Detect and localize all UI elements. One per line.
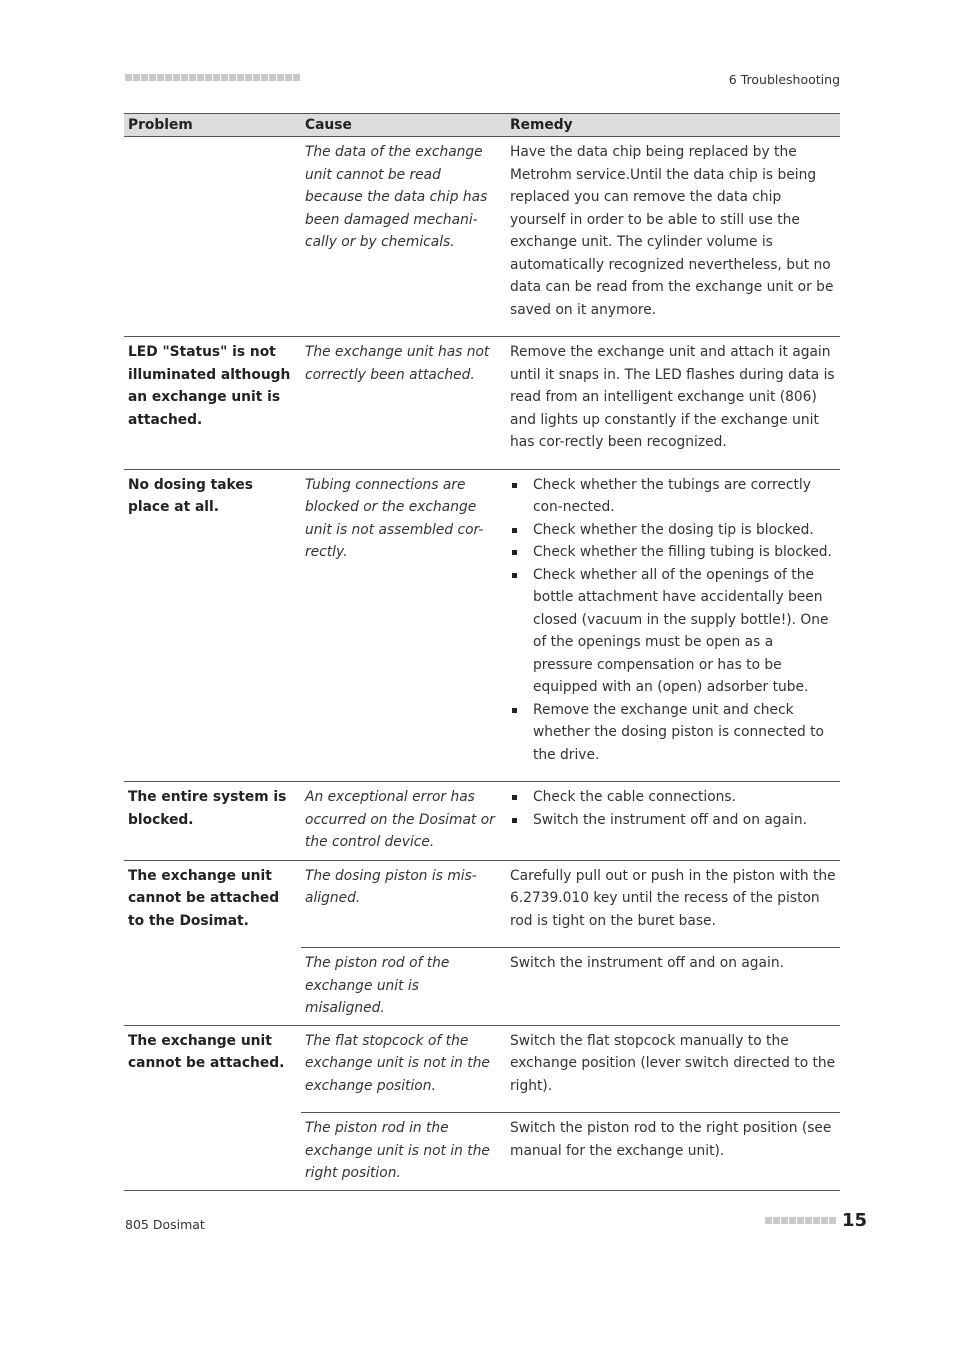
list-item: Check whether the tubings are correctly con-nected. xyxy=(510,474,836,519)
remedy-cell: Switch the flat stopcock manually to the exchange position (lever switch directed to the right). xyxy=(506,1025,840,1113)
remedy-list xyxy=(510,786,836,831)
list-item: Check whether the filling tubing is blocked. xyxy=(510,541,836,564)
table-row xyxy=(124,337,840,470)
cause-cell: The flat stopcock of the exchange unit is not in the exchange position. xyxy=(301,1025,506,1113)
problem-cell: The exchange unit cannot be attached to the Dosimat. xyxy=(124,860,301,1025)
problem-cell: No dosing takes place at all. xyxy=(124,469,301,782)
remedy-cell: Switch the piston rod to the right position (see manual for the exchange unit). xyxy=(506,1113,840,1191)
remedy-cell: Have the data chip being replaced by the Metrohm service.Until the data chip is being replaced you can remove the data chip yourself in order to be able to still use the exchange unit. The cylinder volume is automatically recognized nevertheless, but no data can be read from the exchange unit or be saved on it anymore. xyxy=(506,137,840,337)
table-row xyxy=(124,469,840,782)
remedy-cell xyxy=(506,469,840,782)
problem-cell: The entire system is blocked. xyxy=(124,782,301,861)
cause-cell: The dosing piston is mis-aligned. xyxy=(301,860,506,948)
table-row xyxy=(124,137,840,337)
remedy-cell xyxy=(506,782,840,861)
header-decoration xyxy=(125,74,300,81)
list-item: Check the cable connections. xyxy=(510,786,836,809)
problem-cell: LED "Status" is not illuminated although an exchange unit is attached. xyxy=(124,337,301,470)
page-number-block xyxy=(765,1210,867,1231)
remedy-cell: Switch the instrument off and on again. xyxy=(506,948,840,1026)
table-row xyxy=(124,782,840,861)
list-item: Switch the instrument off and on again. xyxy=(510,809,836,832)
problem-cell xyxy=(124,137,301,337)
remedy-list xyxy=(510,474,836,767)
column-header-remedy: Remedy xyxy=(506,114,840,137)
cause-cell: Tubing connections are blocked or the exchange unit is not assembled cor-rectly. xyxy=(301,469,506,782)
remedy-cell: Remove the exchange unit and attach it again until it snaps in. The LED flashes during data is read from an intelligent exchange unit (806) and lights up constantly if the exchange unit has cor-rectly been recognized. xyxy=(506,337,840,470)
table-row xyxy=(124,1025,840,1113)
remedy-cell: Carefully pull out or push in the piston with the 6.2739.010 key until the recess of the piston rod is tight on the buret base. xyxy=(506,860,840,948)
problem-cell: The exchange unit cannot be attached. xyxy=(124,1025,301,1190)
troubleshooting-table xyxy=(124,113,840,1191)
cause-cell: The exchange unit has not correctly been attached. xyxy=(301,337,506,470)
table-header-row xyxy=(124,114,840,137)
column-header-cause: Cause xyxy=(301,114,506,137)
cause-cell: The data of the exchange unit cannot be read because the data chip has been damaged mechani-cally or by chemicals. xyxy=(301,137,506,337)
column-header-problem: Problem xyxy=(124,114,301,137)
list-item: Check whether the dosing tip is blocked. xyxy=(510,519,836,542)
section-title: 6 Troubleshooting xyxy=(728,72,840,87)
product-name: 805 Dosimat xyxy=(125,1217,205,1232)
page-number: 15 xyxy=(841,1210,867,1231)
cause-cell: The piston rod of the exchange unit is misaligned. xyxy=(301,948,506,1026)
cause-cell: An exceptional error has occurred on the Dosimat or the control device. xyxy=(301,782,506,861)
list-item: Check whether all of the openings of the bottle attachment have accidentally been closed (vacuum in the supply bottle!). One of the openings must be open as a pressure compensation or has to be equipped with an (open) adsorber tube. xyxy=(510,564,836,699)
table-row xyxy=(124,860,840,948)
footer-decoration xyxy=(765,1217,836,1224)
cause-cell: The piston rod in the exchange unit is not in the right position. xyxy=(301,1113,506,1191)
list-item: Remove the exchange unit and check whether the dosing piston is connected to the drive. xyxy=(510,699,836,767)
